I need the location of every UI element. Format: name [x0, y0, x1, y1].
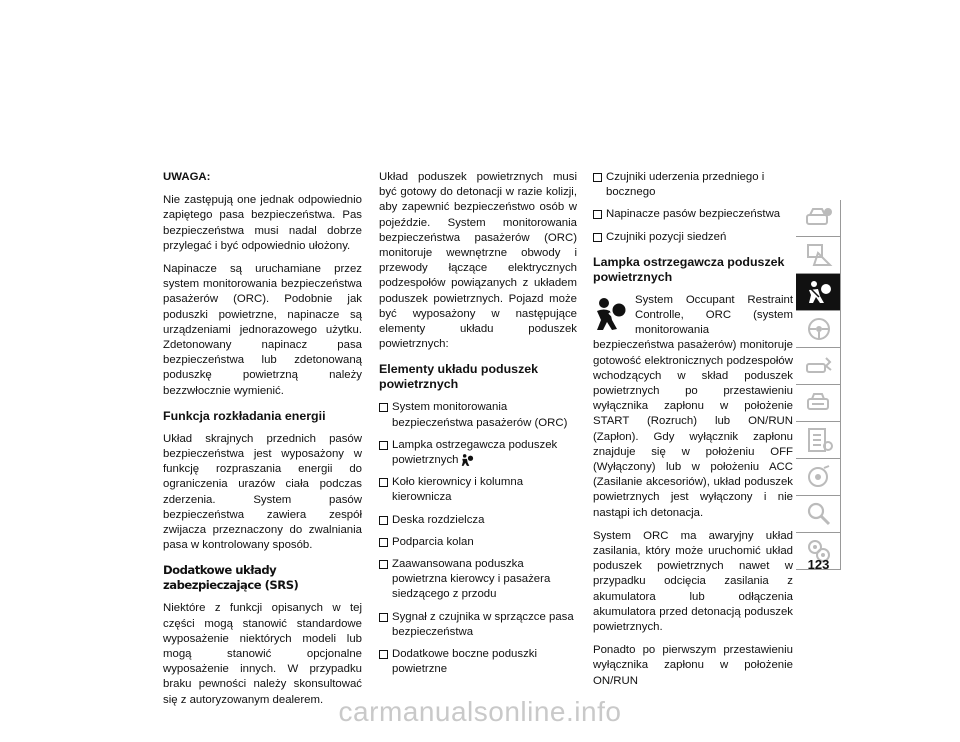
orc-paragraph-block [593, 293, 793, 529]
heading-airbag-warning-light: Lampka ostrzegawcza poduszek powietrznych [593, 254, 785, 284]
sensors-list [593, 170, 793, 245]
paragraph-pretensioners: Napinacze są uruchamiane przez system monitorowania bezpieczeństwa pasażerów (ORC). Podobnie jak poduszki powietrzne, napinacze są urządzeniami jednorazowego użytku. Zdetonowany napinacz pasa bezpieczeństwa lub zdetonowaną poduszkę powietrzną należy bezzwłocznie wymienić. [163, 263, 362, 397]
paragraph-srs: Niektóre z funkcji opisanych w tej części mogą stanowić standardowe wyposażenie niektórych modeli lub mogą stanowić opcjonalne wyposażenie innych. W przypadku braku pewności należy skonsultować się z autoryzowanym dealerem. [163, 602, 362, 706]
tab-airbag-seatbelt[interactable] [796, 274, 841, 310]
list-item: Zaawansowana poduszka powietrzna kierowcy i pasażera siedzącego z przodu [379, 557, 577, 603]
airbag-seatbelt-icon [804, 278, 834, 306]
paragraph-orc-backup: System ORC ma awaryjny układ zasilania, który może uruchomić układ poduszek powietrznych nawet w przypadku odcięcia zasilania z akumulatora lub odłączenia akumulatora przed detonacją poduszek powietrznych. [593, 529, 793, 634]
tab-index[interactable] [796, 496, 841, 532]
tab-steering[interactable] [796, 311, 841, 347]
steering-wheel-icon [804, 315, 834, 343]
list-item: Koło kierownicy i kolumna kierownicza [379, 475, 577, 505]
car-info-icon [804, 204, 834, 232]
tab-service[interactable] [796, 385, 841, 421]
tab-checklist[interactable] [796, 422, 841, 458]
list-item: Czujniki uderzenia przedniego i bocznego [593, 170, 793, 200]
list-item: Podparcia kolan [379, 535, 577, 550]
list-item: Czujniki pozycji siedzeń [593, 230, 793, 245]
paragraph-orc: System Occupant Restraint Controlle, ORC (system monitorowania bezpieczeństwa pasażerów) monitoruje gotowość elektronicznych podzespołów wchodzących w skład poduszek powietrznych po przestawieniu wyłącznika zapłonu w położenie START (Rozruch) lub ON/RUN (Zapłon). Gdy wyłącznik zapłonu znajduje się w położeniu OFF (Wyłączony) lub w położeniu ACC (Zasilanie akcesoriów), układ poduszek powietrznych jest wyłączony i nie nastąpi ich detonacja. [593, 293, 793, 519]
paragraph-airbag-system: Układ poduszek powietrznych musi być gotowy do detonacji w razie kolizji, aby zapewnić bezpieczeństwo osób w pojeździe. System monitorowania bezpieczeństwa pasażerów (ORC) monitoruje wewnętrzne obwody i przewody łączące elektrycznych podzespołów powiązanych z układem poduszek powietrznych. Pojazd może być wyposażony w następujące elementy układu poduszek powietrznych: [379, 171, 577, 351]
tab-dashboard-warning[interactable] [796, 237, 841, 273]
note-text: Nie zastępują one jednak odpowiednio zapiętego pasa bezpieczeństwa. Pas bezpieczeństwa musi nadal dobrze przylegać i być odpowiednio ułożony. [163, 194, 362, 252]
paragraph-energy-management: Układ skrajnych przednich pasów bezpieczeństwa jest wyposażony w funkcję rozpraszania energii do ograniczenia urazów ciała podczas zderzenia. System pasów bezpieczeństwa zawiera zespół zwijacza przeznaczony do zwalniania pasa w kontrolowany sposób. [163, 432, 362, 552]
airbag-warning-icon [593, 295, 627, 333]
list-item [379, 438, 577, 468]
heading-srs: Dodatkowe układy zabezpieczające (SRS) [163, 563, 299, 593]
note-title: UWAGA: [163, 171, 211, 183]
list-item: Dodatkowe boczne poduszki powietrzne [379, 647, 577, 677]
tab-car-info[interactable] [796, 200, 841, 236]
car-crash-icon [804, 352, 834, 380]
tab-media[interactable] [796, 459, 841, 495]
airbag-components-list [379, 400, 577, 677]
list-item: Deska rozdzielcza [379, 513, 577, 528]
media-settings-icon [804, 463, 834, 491]
list-item-text: Lampka ostrzegawcza poduszek powietrznych [392, 438, 558, 467]
column-3 [593, 170, 793, 697]
column-1 [163, 170, 362, 716]
tab-crash[interactable] [796, 348, 841, 384]
heading-airbag-components: Elementy układu poduszek powietrznych [379, 362, 539, 392]
car-service-icon [804, 389, 834, 417]
airbag-warning-icon [460, 453, 474, 467]
dashboard-warning-icon [804, 241, 834, 269]
checklist-icon [804, 426, 834, 454]
page-number: 123 [807, 557, 830, 572]
list-item: Napinacze pasów bezpieczeństwa [593, 207, 793, 222]
column-2 [379, 170, 577, 685]
chapter-tabs [796, 200, 841, 570]
list-item: System monitorowania bezpieczeństwa pasażerów (ORC) [379, 400, 577, 430]
watermark: carmanualsonline.info [338, 696, 622, 727]
paragraph-ignition: Ponadto po pierwszym przestawieniu wyłącznika zapłonu w położenie ON/RUN [593, 644, 793, 687]
list-item: Sygnał z czujnika w sprzączce pasa bezpieczeństwa [379, 610, 577, 640]
heading-energy-management: Funkcja rozkładania energii [163, 408, 326, 423]
search-index-icon [804, 500, 834, 528]
